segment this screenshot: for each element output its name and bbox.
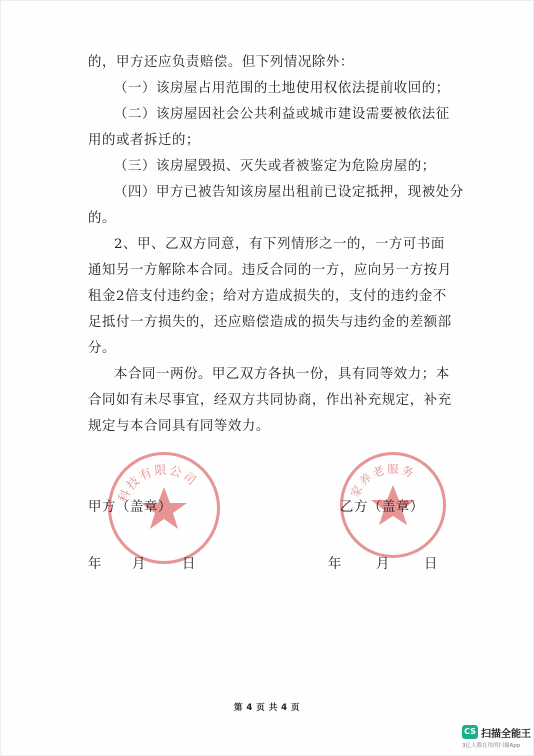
date-year-label: 年 [88,557,102,572]
contract-line: 租金2倍支付违约金；给对方造成损失的，支付的违约金不 [88,289,447,304]
contract-line: 足抵付一方损失的，还应赔偿造成的损失与违约金的差额部 [88,315,452,330]
date-month-label: 月 [132,557,146,572]
contract-line: 的。 [88,211,116,226]
watermark-title: 扫描全能王 [481,729,531,740]
seal-left-text: 科技有限公司 [115,462,201,505]
contract-line: 本合同一两份。甲乙双方各执一份，具有同等效力；本 [114,367,450,382]
date-year-label: 年 [328,557,342,572]
contract-line: 规定与本合同具有同等效力。 [88,419,270,434]
seal-right-text: 家养老服务 [347,461,418,500]
date-month-label: 月 [376,557,390,572]
date-day-label: 日 [424,557,438,572]
scanner-watermark [462,722,530,752]
contract-line: 2、甲、乙双方同意，有下列情形之一的，一方可书面 [114,237,445,252]
contract-line: 合同如有未尽事宜，经双方共同协商，作出补充规定，补充 [88,393,452,408]
contract-line: 的，甲方还应负责赔偿。但下列情况除外： [88,55,354,70]
contract-line: 用的或者拆迁的； [88,133,200,148]
contract-line: （一）该房屋占用范围的土地使用权依法提前收回的； [114,81,450,96]
party-b-seal-label: 乙方（盖章） [340,500,424,515]
contract-line: （四）甲方已被告知该房屋出租前已设定抵押，现被处分 [114,185,464,200]
watermark-subtitle: 3亿人都在用的扫描App [462,743,521,749]
page-number: 第 4 页 共 4 页 [233,703,301,713]
camscanner-logo-icon: CS [462,725,478,739]
contract-line: （二）该房屋因社会公共利益或城市建设需要被依法征 [114,107,450,122]
party-a-seal-label: 甲方（盖章） [88,500,172,515]
date-day-label: 日 [182,557,196,572]
contract-body [88,50,468,440]
contract-line: 通知另一方解除本合同。违反合同的一方，应向另一方按月 [88,263,452,278]
contract-line: 分。 [88,341,116,356]
svg-text:家养老服务 [348,462,418,500]
contract-line: （三）该房屋毁损、灭失或者被鉴定为危险房屋的； [114,159,436,174]
